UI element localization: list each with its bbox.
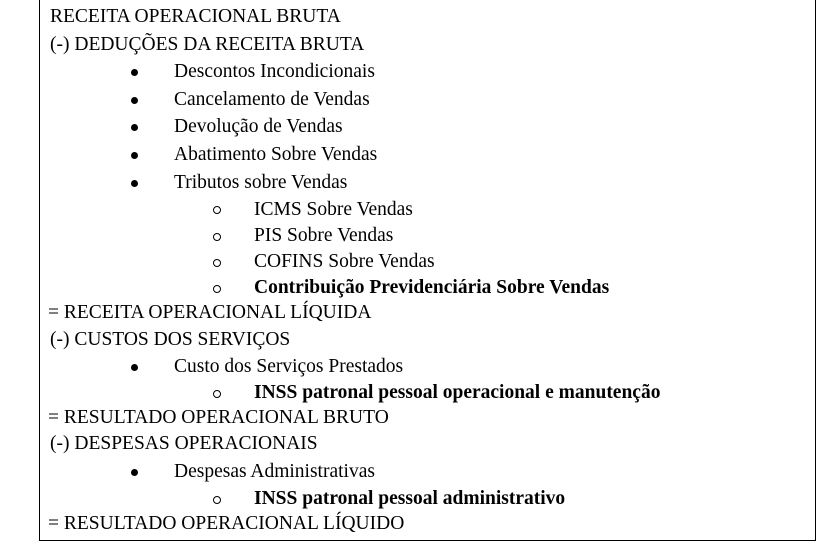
bullet-icon — [131, 97, 138, 104]
circle-bullet-icon — [213, 233, 221, 241]
list-item: Custo dos Serviços Prestados — [174, 356, 404, 377]
list-item: Abatimento Sobre Vendas — [174, 144, 378, 165]
heading-resultado-bruto: = RESULTADO OPERACIONAL BRUTO — [48, 407, 389, 428]
sub-list-item-bold: INSS patronal pessoal administrativo — [254, 488, 566, 509]
sub-list-item: COFINS Sobre Vendas — [254, 251, 435, 272]
list-item: Cancelamento de Vendas — [174, 89, 370, 110]
circle-bullet-icon — [213, 206, 221, 214]
circle-bullet-icon — [213, 259, 221, 267]
circle-bullet-icon — [213, 496, 221, 504]
list-item: Tributos sobre Vendas — [174, 172, 348, 193]
sub-list-item-bold: Contribuição Previdenciária Sobre Vendas — [254, 277, 610, 298]
sub-list-item: ICMS Sobre Vendas — [254, 199, 413, 220]
circle-bullet-icon — [213, 285, 221, 293]
bullet-icon — [131, 69, 138, 76]
heading-despesas-operacionais: (-) DESPESAS OPERACIONAIS — [50, 433, 318, 454]
list-item: Descontos Incondicionais — [174, 61, 375, 82]
circle-bullet-icon — [213, 390, 221, 398]
heading-deducoes: (-) DEDUÇÕES DA RECEITA BRUTA — [50, 34, 365, 55]
bullet-icon — [131, 152, 138, 159]
heading-custos-servicos: (-) CUSTOS DOS SERVIÇOS — [50, 329, 291, 350]
heading-receita-liquida: = RECEITA OPERACIONAL LÍQUIDA — [48, 302, 372, 323]
bullet-icon — [131, 124, 138, 131]
heading-resultado-liquido: = RESULTADO OPERACIONAL LÍQUIDO — [48, 513, 405, 534]
bullet-icon — [131, 469, 138, 476]
heading-receita-bruta: RECEITA OPERACIONAL BRUTA — [50, 6, 341, 27]
list-item: Despesas Administrativas — [174, 461, 375, 482]
sub-list-item: PIS Sobre Vendas — [254, 225, 394, 246]
bullet-icon — [131, 180, 138, 187]
sub-list-item-bold: INSS patronal pessoal operacional e manutenção — [254, 382, 661, 403]
bullet-icon — [131, 364, 138, 371]
list-item: Devolução de Vendas — [174, 116, 343, 137]
